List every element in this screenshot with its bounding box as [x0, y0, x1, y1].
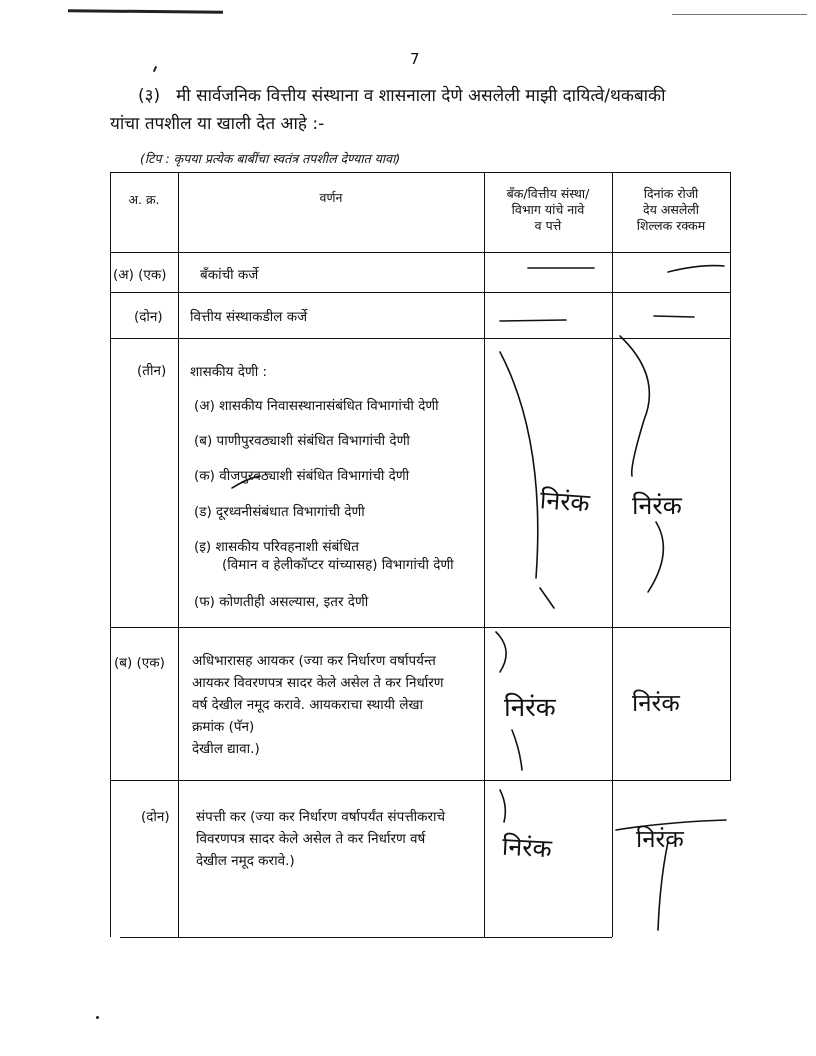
- handwritten-nil-amount: निरंक: [632, 491, 682, 520]
- table-rule: [110, 252, 731, 253]
- scan-dot: [96, 1016, 99, 1019]
- row-serial: (तीन): [137, 363, 167, 379]
- intro-line-2: यांचा तपशील या खाली देत आहे :-: [110, 114, 325, 134]
- table-rule: [110, 172, 111, 937]
- sub-item: (अ) शासकीय निवासस्थानासंबंधित विभागांची देणी: [194, 398, 439, 414]
- handwritten-nil-bank: निरंक: [539, 485, 591, 518]
- table-rule: [110, 780, 731, 781]
- table-rule: [120, 937, 612, 938]
- handwritten-nil-amount: निरंक: [632, 689, 680, 717]
- header-serial: अ. क्र.: [128, 192, 160, 207]
- row-serial: (दोन): [134, 309, 163, 325]
- row-description: संपत्ती कर (ज्या कर निर्धारण वर्षापर्यंत संपत्तीकराचे विवरणपत्र सादर केले असेल ते कर निर्धारण वर्ष देखील नमूद करावे.): [196, 809, 446, 869]
- table-rule: [110, 172, 731, 173]
- top-right-scan-mark: [672, 14, 807, 15]
- sub-item: (ड) दूरध्वनीसंबंधात विभागांची देणी: [194, 504, 365, 520]
- row-description: शासकीय देणी :: [190, 364, 268, 380]
- table-rule: [730, 172, 731, 780]
- sub-item: (क) वीजपुरवठ्याशी संबंधित विभागांची देणी: [194, 468, 410, 484]
- handwritten-nil-amount: निरंक: [636, 825, 684, 853]
- row-serial: (दोन): [141, 809, 170, 825]
- scan-dot: [153, 66, 157, 72]
- table-rule: [612, 172, 613, 937]
- intro-line-1: मी सार्वजनिक वित्तीय संस्थाना व शासनाला देणे असलेली माझी दायित्वे/थकबाकी: [176, 86, 666, 106]
- handwritten-nil-bank: निरंक: [504, 693, 556, 723]
- row-description: अधिभारासह आयकर (ज्या कर निर्धारण वर्षापर्यन्त आयकर विवरणपत्र सादर केले असेल ते कर निर्धारण वर्ष देखील नमूद करावे. आयकराचा स्थायी लेखा क्रमांक (पॅन) देखील द्यावा.): [192, 653, 444, 757]
- top-left-scan-mark: [68, 9, 223, 14]
- row-serial: (ब) (एक): [114, 655, 165, 671]
- sub-item: (ब) पाणीपुरवठ्याशी संबंधित विभागांची देणी: [194, 433, 410, 449]
- row-serial: (अ) (एक): [113, 267, 167, 283]
- row-description: वित्तीय संस्थाकडील कर्जे: [190, 309, 308, 325]
- table-rule: [178, 172, 179, 937]
- table-rule: [110, 292, 731, 293]
- header-bank: बँक/वित्तीय संस्था/ विभाग यांचे नावे व पत्ते: [506, 186, 590, 233]
- tip-note: (टिप : कृपया प्रत्येक बाबींचा स्वतंत्र तपशील देण्यात यावा): [140, 151, 401, 166]
- table-rule: [110, 627, 731, 628]
- sub-item: (फ) कोणतीही असल्यास, इतर देणी: [194, 594, 369, 610]
- sub-item: (इ) शासकीय परिवहनाशी संबंधित: [194, 539, 359, 555]
- sub-item: (विमान व हेलीकॉप्टर यांच्यासह) विभागांची देणी: [222, 557, 454, 573]
- section-marker: (३): [138, 86, 161, 106]
- table-rule: [484, 172, 485, 937]
- intro-paragraph: [110, 82, 750, 138]
- page-number: 7: [410, 50, 420, 68]
- table-rule: [110, 338, 731, 339]
- header-description: वर्णन: [319, 190, 343, 205]
- handwritten-nil-bank: निरंक: [501, 831, 553, 864]
- header-amount: दिनांक रोजी देय असलेली शिल्लक रक्कम: [636, 186, 706, 233]
- row-description: बँकांची कर्जे: [200, 267, 259, 283]
